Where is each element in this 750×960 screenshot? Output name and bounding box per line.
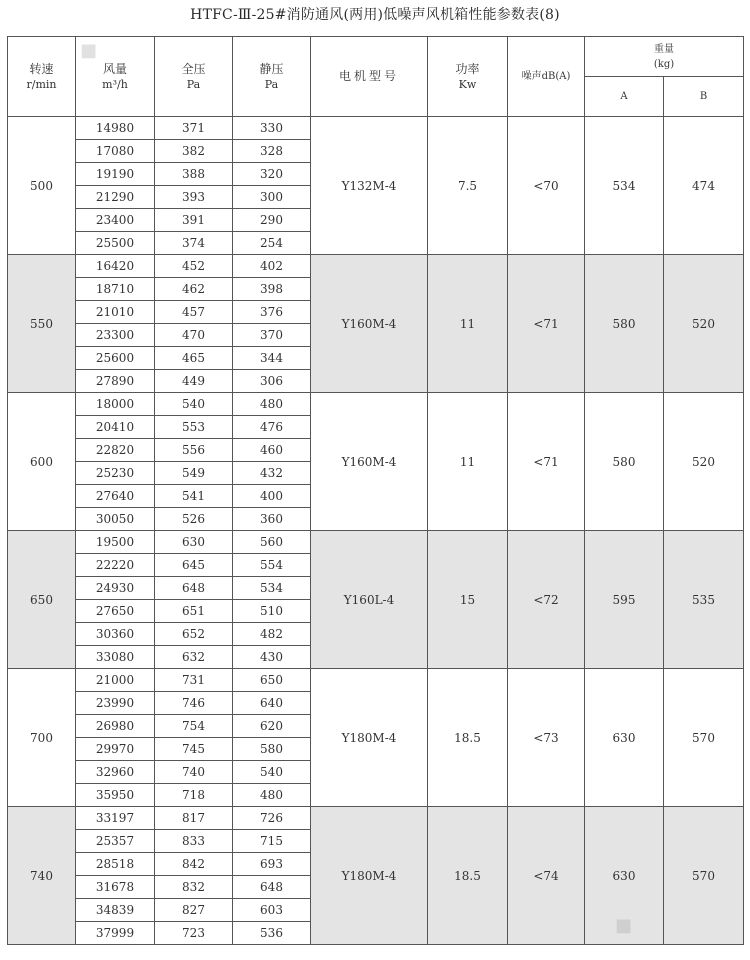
watermark-top: ■ (80, 40, 98, 61)
flow-cell: 27890 (76, 370, 155, 393)
static-pressure-cell: 480 (233, 393, 311, 416)
flow-cell: 25600 (76, 347, 155, 370)
flow-cell: 35950 (76, 784, 155, 807)
noise-cell: <73 (508, 669, 585, 807)
total-pressure-cell: 457 (155, 301, 233, 324)
total-pressure-cell: 832 (155, 876, 233, 899)
weight-b-cell: 520 (664, 393, 744, 531)
header-flow-label: 风量 (102, 61, 127, 76)
speed-cell: 550 (8, 255, 76, 393)
flow-cell: 33197 (76, 807, 155, 830)
static-pressure-cell: 482 (233, 623, 311, 646)
weight-a-cell: 630 (585, 669, 664, 807)
flow-cell: 30050 (76, 508, 155, 531)
weight-a-cell: 630 (585, 807, 664, 945)
weight-a-cell: 580 (585, 255, 664, 393)
table-row (8, 807, 744, 830)
power-cell: 15 (428, 531, 508, 669)
power-cell: 7.5 (428, 117, 508, 255)
motor-cell: Y132M-4 (311, 117, 428, 255)
header-total-pressure (155, 37, 233, 117)
header-speed-unit: r/min (26, 77, 57, 91)
noise-cell: <71 (508, 393, 585, 531)
total-pressure-cell: 382 (155, 140, 233, 163)
table-row (8, 669, 744, 692)
static-pressure-cell: 300 (233, 186, 311, 209)
flow-cell: 32960 (76, 761, 155, 784)
total-pressure-cell: 388 (155, 163, 233, 186)
speed-cell: 740 (8, 807, 76, 945)
flow-cell: 18710 (76, 278, 155, 301)
flow-cell: 20410 (76, 416, 155, 439)
total-pressure-cell: 549 (155, 462, 233, 485)
flow-cell: 34839 (76, 899, 155, 922)
static-pressure-cell: 330 (233, 117, 311, 140)
header-static-pressure-unit: Pa (264, 77, 279, 91)
total-pressure-cell: 745 (155, 738, 233, 761)
flow-cell: 24930 (76, 577, 155, 600)
static-pressure-cell: 400 (233, 485, 311, 508)
header-noise-label: 噪声dB(A) (521, 71, 571, 82)
total-pressure-cell: 645 (155, 554, 233, 577)
weight-a-cell: 580 (585, 393, 664, 531)
power-cell: 18.5 (428, 807, 508, 945)
header-noise (508, 37, 585, 117)
speed-cell: 650 (8, 531, 76, 669)
weight-a-cell: 595 (585, 531, 664, 669)
motor-cell: Y160M-4 (311, 393, 428, 531)
header-power (428, 37, 508, 117)
static-pressure-cell: 476 (233, 416, 311, 439)
flow-cell: 25500 (76, 232, 155, 255)
total-pressure-cell: 465 (155, 347, 233, 370)
total-pressure-cell: 754 (155, 715, 233, 738)
speed-cell: 500 (8, 117, 76, 255)
total-pressure-cell: 540 (155, 393, 233, 416)
flow-cell: 25357 (76, 830, 155, 853)
total-pressure-cell: 556 (155, 439, 233, 462)
total-pressure-cell: 553 (155, 416, 233, 439)
static-pressure-cell: 370 (233, 324, 311, 347)
static-pressure-cell: 360 (233, 508, 311, 531)
flow-cell: 23990 (76, 692, 155, 715)
total-pressure-cell: 740 (155, 761, 233, 784)
weight-b-cell: 474 (664, 117, 744, 255)
flow-cell: 21010 (76, 301, 155, 324)
flow-cell: 30360 (76, 623, 155, 646)
noise-cell: <70 (508, 117, 585, 255)
flow-cell: 26980 (76, 715, 155, 738)
flow-cell: 27640 (76, 485, 155, 508)
total-pressure-cell: 817 (155, 807, 233, 830)
static-pressure-cell: 650 (233, 669, 311, 692)
static-pressure-cell: 430 (233, 646, 311, 669)
weight-b-cell: 520 (664, 255, 744, 393)
header-speed-label: 转速 (29, 61, 54, 76)
static-pressure-cell: 603 (233, 899, 311, 922)
static-pressure-cell: 540 (233, 761, 311, 784)
static-pressure-cell: 726 (233, 807, 311, 830)
flow-cell: 18000 (76, 393, 155, 416)
static-pressure-cell: 320 (233, 163, 311, 186)
flow-cell: 21000 (76, 669, 155, 692)
total-pressure-cell: 651 (155, 600, 233, 623)
total-pressure-cell: 827 (155, 899, 233, 922)
header-speed (8, 37, 76, 117)
table-row (8, 393, 744, 416)
static-pressure-cell: 640 (233, 692, 311, 715)
static-pressure-cell: 254 (233, 232, 311, 255)
static-pressure-cell: 344 (233, 347, 311, 370)
static-pressure-cell: 648 (233, 876, 311, 899)
header-static-pressure-label: 静压 (259, 61, 284, 76)
total-pressure-cell: 391 (155, 209, 233, 232)
flow-cell: 21290 (76, 186, 155, 209)
total-pressure-cell: 541 (155, 485, 233, 508)
power-cell: 18.5 (428, 669, 508, 807)
table-title: HTFC-Ⅲ-25#消防通风(两用)低噪声风机箱性能参数表(8) (190, 7, 560, 23)
total-pressure-cell: 718 (155, 784, 233, 807)
header-total-pressure-unit: Pa (186, 77, 201, 91)
table-row (8, 255, 744, 278)
header-weight-a: A (585, 77, 664, 117)
flow-cell: 19500 (76, 531, 155, 554)
total-pressure-cell: 452 (155, 255, 233, 278)
weight-a-cell: 534 (585, 117, 664, 255)
static-pressure-cell: 693 (233, 853, 311, 876)
static-pressure-cell: 480 (233, 784, 311, 807)
total-pressure-cell: 723 (155, 922, 233, 945)
static-pressure-cell: 620 (233, 715, 311, 738)
total-pressure-cell: 449 (155, 370, 233, 393)
static-pressure-cell: 328 (233, 140, 311, 163)
table-row (8, 531, 744, 554)
total-pressure-cell: 374 (155, 232, 233, 255)
noise-cell: <71 (508, 255, 585, 393)
flow-cell: 31678 (76, 876, 155, 899)
total-pressure-cell: 462 (155, 278, 233, 301)
total-pressure-cell: 652 (155, 623, 233, 646)
total-pressure-cell: 842 (155, 853, 233, 876)
static-pressure-cell: 306 (233, 370, 311, 393)
flow-cell: 14980 (76, 117, 155, 140)
flow-cell: 37999 (76, 922, 155, 945)
header-total-pressure-label: 全压 (181, 61, 206, 76)
total-pressure-cell: 630 (155, 531, 233, 554)
static-pressure-cell: 534 (233, 577, 311, 600)
total-pressure-cell: 648 (155, 577, 233, 600)
static-pressure-cell: 290 (233, 209, 311, 232)
static-pressure-cell: 432 (233, 462, 311, 485)
header-weight-b: B (664, 77, 744, 117)
weight-b-cell: 570 (664, 807, 744, 945)
total-pressure-cell: 371 (155, 117, 233, 140)
total-pressure-cell: 746 (155, 692, 233, 715)
static-pressure-cell: 536 (233, 922, 311, 945)
noise-cell: <72 (508, 531, 585, 669)
header-static-pressure (233, 37, 311, 117)
table-row (8, 117, 744, 140)
flow-cell: 17080 (76, 140, 155, 163)
motor-cell: Y180M-4 (311, 669, 428, 807)
flow-cell: 28518 (76, 853, 155, 876)
static-pressure-cell: 402 (233, 255, 311, 278)
flow-cell: 22820 (76, 439, 155, 462)
power-cell: 11 (428, 393, 508, 531)
header-flow-unit: m³/h (102, 77, 128, 91)
performance-table (7, 36, 744, 945)
flow-cell: 33080 (76, 646, 155, 669)
header-motor-label: 电机型号 (338, 69, 399, 83)
power-cell: 11 (428, 255, 508, 393)
static-pressure-cell: 715 (233, 830, 311, 853)
flow-cell: 22220 (76, 554, 155, 577)
table-body (8, 117, 744, 945)
weight-b-cell: 535 (664, 531, 744, 669)
flow-cell: 19190 (76, 163, 155, 186)
flow-cell: 29970 (76, 738, 155, 761)
flow-cell: 27650 (76, 600, 155, 623)
static-pressure-cell: 376 (233, 301, 311, 324)
speed-cell: 700 (8, 669, 76, 807)
flow-cell: 23400 (76, 209, 155, 232)
header-weight-unit: (kg) (653, 58, 675, 70)
header-motor (311, 37, 428, 117)
static-pressure-cell: 510 (233, 600, 311, 623)
total-pressure-cell: 833 (155, 830, 233, 853)
flow-cell: 23300 (76, 324, 155, 347)
total-pressure-cell: 526 (155, 508, 233, 531)
static-pressure-cell: 580 (233, 738, 311, 761)
flow-cell: 16420 (76, 255, 155, 278)
header-power-label: 功率 (455, 61, 480, 76)
header-weight (585, 37, 744, 77)
static-pressure-cell: 560 (233, 531, 311, 554)
total-pressure-cell: 470 (155, 324, 233, 347)
static-pressure-cell: 554 (233, 554, 311, 577)
header-power-unit: Kw (458, 77, 477, 91)
speed-cell: 600 (8, 393, 76, 531)
total-pressure-cell: 393 (155, 186, 233, 209)
weight-b-cell: 570 (664, 669, 744, 807)
flow-cell: 25230 (76, 462, 155, 485)
motor-cell: Y160L-4 (311, 531, 428, 669)
total-pressure-cell: 632 (155, 646, 233, 669)
header-weight-label: 重量 (654, 43, 674, 55)
motor-cell: Y160M-4 (311, 255, 428, 393)
static-pressure-cell: 460 (233, 439, 311, 462)
motor-cell: Y180M-4 (311, 807, 428, 945)
total-pressure-cell: 731 (155, 669, 233, 692)
static-pressure-cell: 398 (233, 278, 311, 301)
watermark-bottom: ■ (615, 915, 633, 936)
noise-cell: <74 (508, 807, 585, 945)
